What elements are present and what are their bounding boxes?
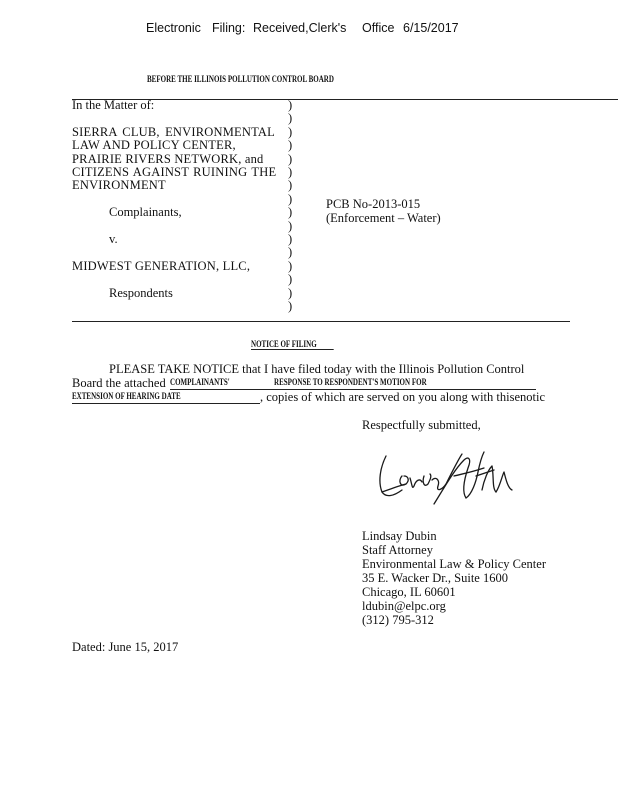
- complainant-line-2: LAW AND POLICY CENTER,: [72, 138, 236, 153]
- case-type: (Enforcement – Water): [326, 211, 441, 225]
- caption-parentheses: ) ) ) ) ) ) ) ) ) ) ) ) ) ) ) ): [288, 98, 293, 314]
- complainant-line-3: PRAIRIE RIVERS NETWORK, and: [72, 151, 264, 166]
- stamp-office: Office: [362, 21, 395, 35]
- case-number: PCB No-2013-015: [326, 197, 421, 211]
- caption-bottom-rule: [72, 321, 570, 322]
- stamp-electronic: Electronic: [146, 21, 201, 35]
- doc-title-part-3: EXTENSION OF HEARING DATE: [72, 391, 181, 401]
- handwritten-signature: [372, 446, 522, 510]
- doc-title-part-1: COMPLAINANTS': [170, 377, 230, 387]
- complainant-line-1: SIERRA CLUB, ENVIRONMENTAL: [72, 124, 275, 139]
- stamp-date: 6/15/2017: [403, 21, 459, 35]
- caption-parties: [72, 99, 282, 300]
- body-line-1: PLEASE TAKE NOTICE that I have filed today with the Illinois Pollution Control: [109, 362, 525, 376]
- dated-line: Dated: June 15, 2017: [72, 640, 179, 654]
- notice-title: NOTICE OF FILING: [251, 339, 334, 350]
- complainants-label: Complainants,: [109, 205, 182, 220]
- versus-label: v.: [109, 232, 118, 247]
- signer-name: Lindsay Dubin: [362, 529, 437, 543]
- signer-email: ldubin@elpc.org: [362, 599, 446, 613]
- board-heading: BEFORE THE ILLINOIS POLLUTION CONTROL BOARD: [147, 74, 334, 84]
- doc-title-underline-2: [72, 403, 260, 404]
- complainant-line-4: CITIZENS AGAINST RUINING THE: [72, 165, 277, 180]
- body-line-2-start: Board the attached: [72, 376, 166, 390]
- signer-address-2: Chicago, IL 60601: [362, 585, 456, 599]
- stamp-filing: Filing:: [212, 21, 246, 35]
- doc-title-part-2: RESPONSE TO RESPONDENT'S MOTION FOR: [274, 377, 427, 387]
- signer-title: Staff Attorney: [362, 543, 433, 557]
- signer-organization: Environmental Law & Policy Center: [362, 557, 546, 571]
- signer-phone: (312) 795-312: [362, 613, 434, 627]
- respondent-name: MIDWEST GENERATION, LLC,: [72, 258, 251, 273]
- stamp-received: Received,Clerk's: [253, 21, 347, 35]
- in-the-matter: In the Matter of:: [72, 98, 155, 112]
- signature-block: [362, 529, 546, 627]
- complainant-line-5: ENVIRONMENT: [72, 178, 166, 193]
- body-line-3-end: , copies of which are served on you along with thisenotic: [260, 390, 545, 404]
- closing: Respectfully submitted,: [362, 418, 481, 432]
- signer-address-1: 35 E. Wacker Dr., Suite 1600: [362, 571, 508, 585]
- respondents-label: Respondents: [109, 285, 173, 300]
